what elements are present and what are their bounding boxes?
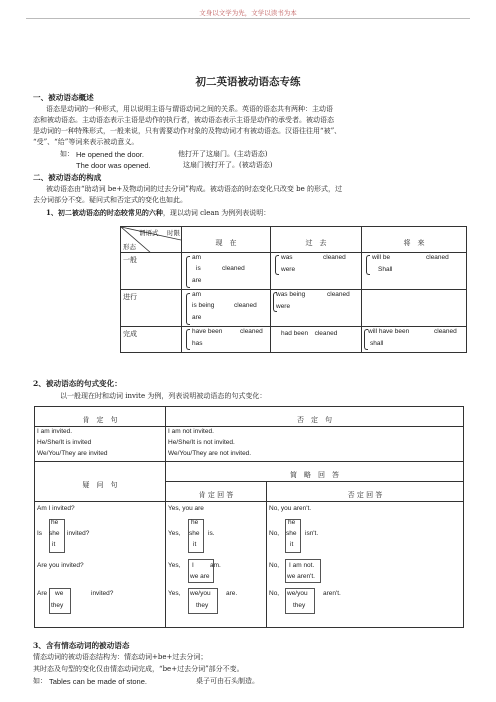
- brace: [186, 329, 190, 350]
- sub2-heading: 2、被动语态的句式变化：: [33, 379, 122, 388]
- no-answer-cell: No, you aren't. No, he she it isn't. No, I am not. we aren't. No, we/you they aren't.: [267, 502, 464, 628]
- corner-label-syntax: 谓语式: [139, 230, 159, 237]
- yes-answer-cell: Yes, you are Yes, he she it is. Yes, I we are am. Yes, we/you they are.: [166, 502, 267, 628]
- section-1-heading: 一、被动语态概述: [33, 93, 94, 102]
- s1-para-line: “受”、“给”等词来表示被动意义。: [33, 138, 139, 146]
- brace: [186, 293, 190, 325]
- sub3-heading: 3、含有情态动词的被动语态: [33, 641, 130, 650]
- simple-present-cell: am is are cleaned: [182, 253, 271, 290]
- header-short-answer: 简 略 回 答: [166, 462, 464, 482]
- s2-para-line: 去分词部分不变。疑问式和否定式的变化也如此。: [33, 196, 187, 204]
- question-cell: Am I invited? Is he she it invited? Are you invited? Are we they invited?: [35, 502, 166, 628]
- row-label-simple: 一般: [121, 253, 182, 290]
- simple-future-cell: will be Shall cleaned: [362, 253, 467, 290]
- header-divider: [26, 18, 470, 19]
- simple-past-cell: was were cleaned: [271, 253, 362, 290]
- s2-para-line: 被动语态由“助动词 be+及物动词的过去分词”构成。被动语态的时态变化只改变 be 的形式，过: [46, 185, 342, 193]
- progressive-present-cell: am is being are cleaned: [182, 290, 271, 327]
- example-chinese: 这扇门被打开了。(被动语态): [183, 161, 273, 169]
- progressive-past-cell: was being were cleaned: [271, 290, 362, 327]
- sentence-pattern-table: [34, 406, 464, 628]
- row-label-progressive: 进行: [121, 290, 182, 327]
- example-chinese: 他打开了这扇门。(主动语态): [178, 150, 268, 158]
- corner-label-form: 形态: [123, 244, 136, 251]
- perfect-present-cell: have been has cleaned: [182, 327, 271, 353]
- example-english: The door was opened.: [76, 161, 151, 170]
- example-chinese: 桌子可由石头制造。: [196, 677, 259, 685]
- perfect-future-cell: will have been shall cleaned: [362, 327, 467, 353]
- s1-para-line: 是动词的一种特殊形式，一般来说，只有需要动作对象的及物动词才有被动语态。汉语往往用“被”、: [33, 127, 342, 135]
- sub1-heading-line: [46, 207, 270, 219]
- brace: [275, 255, 279, 275]
- example-english: Tables can be made of stone.: [49, 677, 147, 686]
- header-no-answer: 否 定 回 答: [267, 482, 464, 502]
- section-2-heading: 二、被动语态的构成: [33, 173, 102, 182]
- header-future: 将 来: [362, 227, 467, 253]
- row-label-perfect: 完成: [121, 327, 182, 353]
- affirmative-cell: I am invited. He/She/It is invited We/You/They are invited: [35, 427, 166, 462]
- brace: [366, 255, 370, 275]
- example-english: He opened the door.: [76, 150, 144, 159]
- header-past: 过 去: [271, 227, 362, 253]
- sub2-paragraph: 以一般现在时和动词 invite 为例，列表说明被动语态的句式变化：: [60, 392, 267, 400]
- sub3-para-line: 其时态及句型的变化仅由情态动词完成，“be+过去分词”部分不变。: [33, 665, 244, 673]
- progressive-future-cell-empty: [362, 290, 467, 327]
- header-question: 疑 问 句: [35, 462, 166, 502]
- negative-cell: I am not invited. He/She/It is not invited. We/You/They are not invited.: [166, 427, 464, 462]
- s1-para-line: 态和被动语态。主动语态表示主语是动作的执行者，被动语态表示主语是动作的承受者。被动语态: [33, 116, 334, 124]
- table1-corner-cell: [121, 227, 182, 253]
- tense-table: [120, 226, 467, 353]
- sub1-heading: 1、初二被动语态的时态较常见的六种: [46, 208, 163, 217]
- header-present: 现 在: [182, 227, 271, 253]
- example-label: 如：: [60, 150, 74, 158]
- perfect-past-cell: had been cleaned: [271, 327, 362, 353]
- page-header-motto: 文身以文学为先，文学以读书为本: [199, 9, 297, 17]
- header-negative: 否 定 句: [166, 407, 464, 427]
- corner-label-tense: 时限: [167, 230, 180, 237]
- sub1-heading-rest: ，现以动词 clean 为例列表说明：: [162, 209, 271, 217]
- example-label: 如：: [33, 677, 47, 685]
- brace: [186, 256, 190, 288]
- s1-para-line: 语态是动词的一种形式，用以说明主语与谓语动词之间的关系。英语的语态共有两种：主动语: [46, 105, 333, 113]
- header-yes-answer: 肯 定 回 答: [166, 482, 267, 502]
- header-affirmative: 肯 定 句: [35, 407, 166, 427]
- sub3-para-line: 情态动词的被动语态结构为：情态动词+be+过去分词；: [33, 653, 208, 661]
- document-title: 初二英语被动语态专练: [195, 76, 301, 88]
